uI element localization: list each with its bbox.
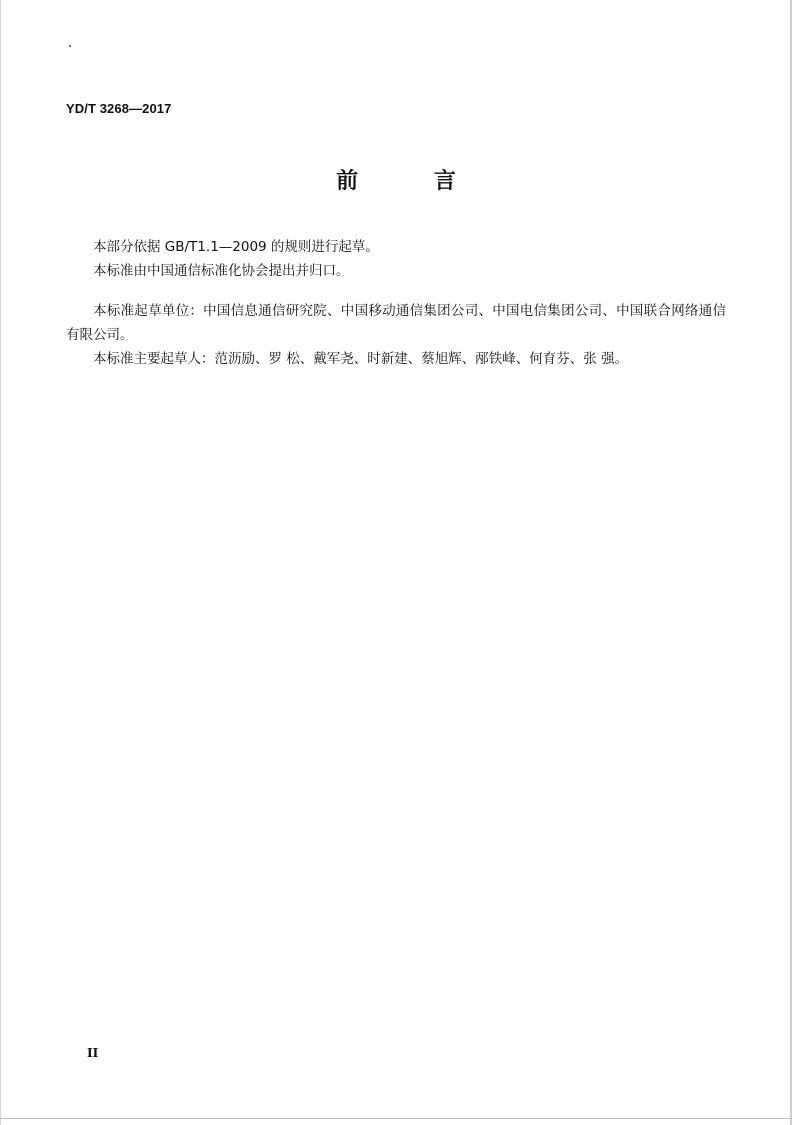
paragraph-spacer xyxy=(66,283,726,299)
page-title: 前 言 xyxy=(336,169,490,194)
scan-speck xyxy=(69,45,71,47)
paragraph-drafting-rules: 本部分依据 GB/T1.1—2009 的规则进行起草。 xyxy=(93,239,379,255)
scan-edge-bottom xyxy=(0,1118,792,1119)
page-number: II xyxy=(87,1046,99,1060)
preface-body xyxy=(66,235,726,371)
paragraph-drafters: 本标准主要起草人：范沥励、罗 松、戴军尧、时新建、蔡旭辉、邴铁峰、何育芬、张 强。 xyxy=(93,351,629,367)
paragraph-proposer: 本标准由中国通信标准化协会提出并归口。 xyxy=(93,263,350,279)
paragraph-drafting-units: 本标准起草单位：中国信息通信研究院、中国移动通信集团公司、中国电信集团公司、中国联合网络通信有限公司。 xyxy=(66,303,726,343)
standard-code: YD/T 3268—2017 xyxy=(66,101,172,116)
